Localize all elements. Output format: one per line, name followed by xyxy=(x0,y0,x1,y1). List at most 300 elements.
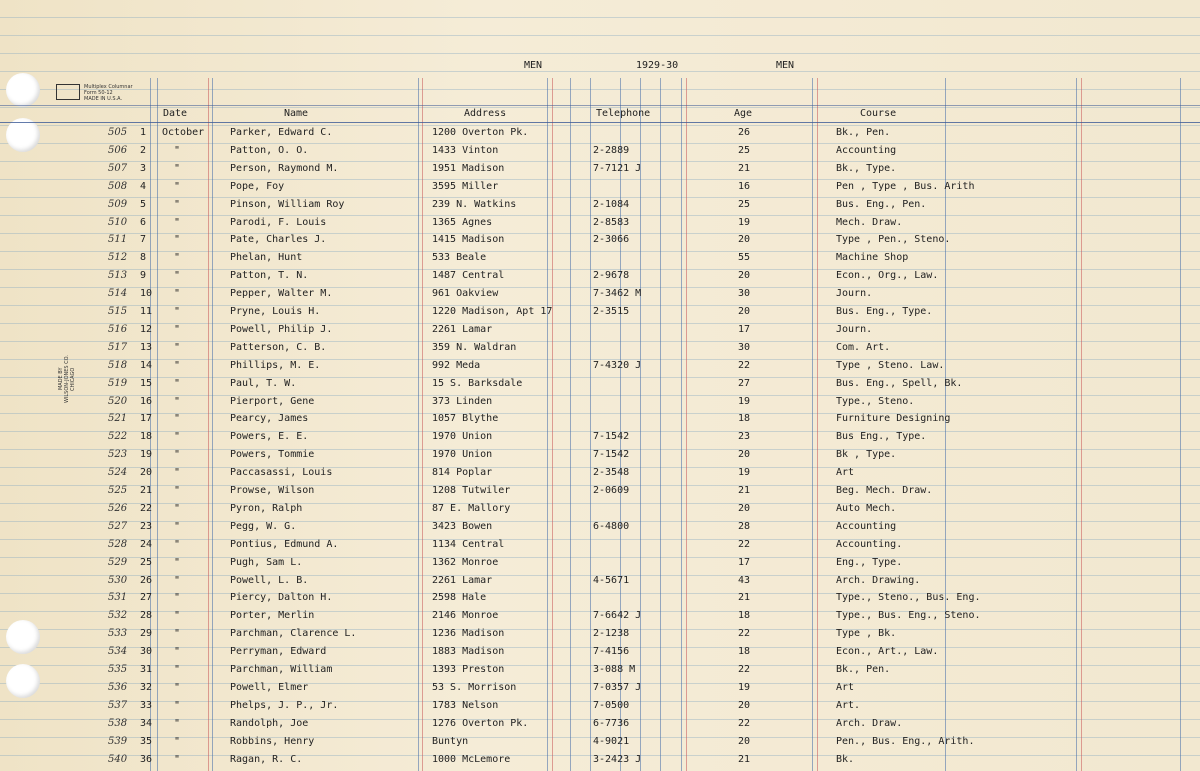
row-number: 17 xyxy=(140,413,153,425)
row-name: Pegg, W. G. xyxy=(230,520,297,532)
row-date: " xyxy=(174,610,181,622)
row-name: Parchman, Clarence L. xyxy=(230,628,357,640)
row-date: " xyxy=(174,538,181,550)
row-date: " xyxy=(174,628,181,640)
table-row xyxy=(0,555,1200,573)
row-address: 1236 Madison xyxy=(432,628,505,640)
table-row xyxy=(0,340,1200,358)
row-handwritten-number: 520 xyxy=(108,395,128,407)
row-telephone: 7-4320 J xyxy=(593,359,642,371)
row-age: 25 xyxy=(738,144,751,156)
manufacturer-line1: MADE BY xyxy=(58,367,64,391)
row-handwritten-number: 534 xyxy=(108,646,128,658)
table-row xyxy=(0,680,1200,698)
row-telephone: 4-5671 xyxy=(593,574,630,586)
row-name: Ragan, R. C. xyxy=(230,753,303,765)
row-course: Accounting xyxy=(836,144,897,156)
row-age: 22 xyxy=(738,717,751,729)
row-name: Perryman, Edward xyxy=(230,646,327,658)
row-date: " xyxy=(174,270,181,282)
row-date: " xyxy=(174,681,181,693)
row-name: Parchman, William xyxy=(230,664,333,675)
form-logo-form: Form 50-12 xyxy=(84,90,113,96)
row-number: 7 xyxy=(140,234,147,246)
table-row xyxy=(0,161,1200,179)
row-number: 23 xyxy=(140,520,153,532)
table-row xyxy=(0,698,1200,716)
row-number: 11 xyxy=(140,306,153,317)
row-name: Pearcy, James xyxy=(230,413,309,425)
row-telephone: 3-2423 J xyxy=(593,753,642,765)
row-age: 19 xyxy=(738,681,751,693)
row-date: " xyxy=(174,359,181,371)
row-number: 10 xyxy=(140,288,153,300)
row-course: Auto Mech. xyxy=(836,502,897,514)
row-number: 28 xyxy=(140,610,153,622)
row-address: 1362 Monroe xyxy=(432,556,499,568)
row-course: Type., Steno., Bus. Eng. xyxy=(836,592,981,604)
row-telephone: 2-9678 xyxy=(593,270,630,282)
row-age: 26 xyxy=(738,127,751,138)
row-date: " xyxy=(174,664,181,675)
row-name: Parodi, F. Louis xyxy=(230,216,327,228)
table-row xyxy=(0,376,1200,394)
row-name: Piercy, Dalton H. xyxy=(230,592,333,604)
row-address: 1057 Blythe xyxy=(432,413,499,425)
row-handwritten-number: 537 xyxy=(108,699,128,711)
table-row xyxy=(0,644,1200,662)
row-address: 1970 Union xyxy=(432,431,493,443)
row-handwritten-number: 514 xyxy=(108,288,128,300)
row-age: 19 xyxy=(738,216,751,228)
row-age: 18 xyxy=(738,610,751,622)
row-age: 18 xyxy=(738,413,751,425)
row-number: 31 xyxy=(140,664,153,675)
table-row xyxy=(0,716,1200,734)
header-left-caption: MEN xyxy=(524,60,543,71)
row-date: " xyxy=(174,520,181,532)
row-address: 961 Oakview xyxy=(432,288,499,300)
row-name: Powers, E. E. xyxy=(230,431,309,443)
row-handwritten-number: 533 xyxy=(108,628,128,640)
row-name: Pope, Foy xyxy=(230,180,285,192)
row-handwritten-number: 523 xyxy=(108,449,128,461)
row-date: " xyxy=(174,323,181,335)
table-row xyxy=(0,411,1200,429)
row-handwritten-number: 539 xyxy=(108,735,128,747)
table-row xyxy=(0,394,1200,412)
row-telephone: 7-1542 xyxy=(593,431,630,443)
row-telephone: 7-0357 J xyxy=(593,681,642,693)
row-name: Phelps, J. P., Jr. xyxy=(230,699,339,711)
row-handwritten-number: 518 xyxy=(108,359,128,371)
row-address: 1487 Central xyxy=(432,270,505,282)
form-logo-made-in: MADE IN U.S.A. xyxy=(84,96,123,102)
row-age: 21 xyxy=(738,162,751,174)
row-name: Powell, Philip J. xyxy=(230,323,333,335)
row-handwritten-number: 506 xyxy=(108,144,128,156)
row-address: 15 S. Barksdale xyxy=(432,377,523,389)
row-name: Pyron, Ralph xyxy=(230,502,303,514)
table-row xyxy=(0,573,1200,591)
row-handwritten-number: 516 xyxy=(108,323,128,335)
row-handwritten-number: 510 xyxy=(108,216,128,228)
row-number: 20 xyxy=(140,467,153,479)
row-handwritten-number: 522 xyxy=(108,431,128,443)
row-number: 6 xyxy=(140,216,147,228)
row-address: 1200 Overton Pk. xyxy=(432,127,529,138)
row-handwritten-number: 528 xyxy=(108,538,128,550)
row-handwritten-number: 505 xyxy=(108,127,128,138)
row-name: Patton, O. O. xyxy=(230,144,309,156)
table-row xyxy=(0,250,1200,268)
row-date: " xyxy=(174,753,181,765)
row-date: " xyxy=(174,431,181,443)
row-address: 3595 Miller xyxy=(432,180,499,192)
row-name: Person, Raymond M. xyxy=(230,162,339,174)
table-row xyxy=(0,501,1200,519)
table-row xyxy=(0,197,1200,215)
row-date: " xyxy=(174,377,181,389)
row-telephone: 2-0609 xyxy=(593,485,630,496)
row-name: Robbins, Henry xyxy=(230,735,315,747)
row-handwritten-number: 529 xyxy=(108,556,128,568)
row-handwritten-number: 524 xyxy=(108,467,128,479)
row-handwritten-number: 519 xyxy=(108,377,128,389)
row-address: 359 N. Waldran xyxy=(432,341,517,353)
row-course: Bk., Pen. xyxy=(836,127,891,138)
row-number: 18 xyxy=(140,431,153,443)
row-telephone: 2-1084 xyxy=(593,198,630,210)
row-address: 533 Beale xyxy=(432,252,487,264)
row-handwritten-number: 535 xyxy=(108,664,128,675)
row-address: 1000 McLemore xyxy=(432,753,511,765)
row-telephone: 3-088 M xyxy=(593,664,636,675)
row-course: Arch. Draw. xyxy=(836,717,903,729)
row-telephone: 2-3515 xyxy=(593,306,630,317)
row-telephone: 7-6642 J xyxy=(593,610,642,622)
row-number: 22 xyxy=(140,502,153,514)
row-address: 1883 Madison xyxy=(432,646,505,658)
row-course: Com. Art. xyxy=(836,341,891,353)
row-date: " xyxy=(174,717,181,729)
table-row xyxy=(0,590,1200,608)
row-date: " xyxy=(174,502,181,514)
row-name: Prowse, Wilson xyxy=(230,485,315,496)
row-number: 30 xyxy=(140,646,153,658)
table-row xyxy=(0,268,1200,286)
row-age: 23 xyxy=(738,431,751,443)
row-handwritten-number: 513 xyxy=(108,270,128,282)
row-telephone: 4-9021 xyxy=(593,735,630,747)
table-row xyxy=(0,429,1200,447)
row-telephone: 7-0500 xyxy=(593,699,630,711)
table-row xyxy=(0,304,1200,322)
row-handwritten-number: 517 xyxy=(108,341,128,353)
row-date: " xyxy=(174,574,181,586)
row-course: Type , Bk. xyxy=(836,628,897,640)
row-address: 1433 Vinton xyxy=(432,144,499,156)
row-age: 21 xyxy=(738,753,751,765)
row-telephone: 2-2889 xyxy=(593,144,630,156)
row-date: " xyxy=(174,162,181,174)
row-date: " xyxy=(174,341,181,353)
col-header-age: Age xyxy=(734,108,753,119)
table-row xyxy=(0,232,1200,250)
table-row xyxy=(0,752,1200,770)
row-name: Phelan, Hunt xyxy=(230,252,303,264)
row-date: " xyxy=(174,234,181,246)
row-age: 30 xyxy=(738,288,751,300)
row-age: 30 xyxy=(738,341,751,353)
row-address: 814 Poplar xyxy=(432,467,493,479)
row-address: 239 N. Watkins xyxy=(432,198,517,210)
row-number: 32 xyxy=(140,681,153,693)
row-course: Econ., Org., Law. xyxy=(836,270,939,282)
row-date: " xyxy=(174,467,181,479)
row-name: Paul, T. W. xyxy=(230,377,297,389)
row-name: Paccasassi, Louis xyxy=(230,467,333,479)
row-handwritten-number: 508 xyxy=(108,180,128,192)
header-year: 1929-30 xyxy=(636,60,679,71)
row-number: 29 xyxy=(140,628,153,640)
row-handwritten-number: 511 xyxy=(108,234,128,246)
row-date: " xyxy=(174,198,181,210)
row-telephone: 7-3462 M xyxy=(593,288,642,300)
row-handwritten-number: 531 xyxy=(108,592,128,604)
row-number: 26 xyxy=(140,574,153,586)
row-name: Powell, L. B. xyxy=(230,574,309,586)
row-telephone: 6-7736 xyxy=(593,717,630,729)
row-number: 21 xyxy=(140,485,153,496)
row-number: 24 xyxy=(140,538,153,550)
table-row xyxy=(0,215,1200,233)
row-age: 18 xyxy=(738,646,751,658)
table-row xyxy=(0,143,1200,161)
table-row xyxy=(0,483,1200,501)
row-name: Phillips, M. E. xyxy=(230,359,321,371)
row-name: Patton, T. N. xyxy=(230,270,309,282)
table-row xyxy=(0,537,1200,555)
header-right-caption: MEN xyxy=(776,60,795,71)
row-date: " xyxy=(174,216,181,228)
row-course: Bus. Eng., Pen. xyxy=(836,198,927,210)
row-course: Art. xyxy=(836,699,861,711)
row-number: 25 xyxy=(140,556,153,568)
row-handwritten-number: 507 xyxy=(108,162,128,174)
row-number: 12 xyxy=(140,323,153,335)
row-address: 1365 Agnes xyxy=(432,216,493,228)
table-row xyxy=(0,608,1200,626)
row-number: 1 xyxy=(140,127,147,138)
row-number: 3 xyxy=(140,162,147,174)
row-handwritten-number: 538 xyxy=(108,717,128,729)
row-number: 8 xyxy=(140,252,147,264)
row-date: " xyxy=(174,180,181,192)
table-row xyxy=(0,447,1200,465)
row-handwritten-number: 530 xyxy=(108,574,128,586)
row-number: 36 xyxy=(140,753,153,765)
col-header-date: Date xyxy=(163,108,188,119)
table-row xyxy=(0,125,1200,143)
row-name: Parker, Edward C. xyxy=(230,127,333,138)
row-age: 17 xyxy=(738,556,751,568)
row-course: Beg. Mech. Draw. xyxy=(836,485,933,496)
row-number: 15 xyxy=(140,377,153,389)
row-age: 55 xyxy=(738,252,751,264)
row-address: 1208 Tutwiler xyxy=(432,485,511,496)
row-name: Powers, Tommie xyxy=(230,449,315,461)
brand-mark-icon xyxy=(56,84,80,100)
row-name: Powell, Elmer xyxy=(230,681,309,693)
form-logo xyxy=(56,84,156,102)
row-course: Journ. xyxy=(836,323,873,335)
row-address: 1134 Central xyxy=(432,538,505,550)
row-age: 20 xyxy=(738,306,751,317)
row-telephone: 2-3066 xyxy=(593,234,630,246)
row-course: Type., Steno. xyxy=(836,395,915,407)
row-date: " xyxy=(174,449,181,461)
row-course: Econ., Art., Law. xyxy=(836,646,939,658)
row-date: " xyxy=(174,556,181,568)
row-course: Eng., Type. xyxy=(836,556,903,568)
row-course: Pen., Bus. Eng., Arith. xyxy=(836,735,975,747)
row-age: 21 xyxy=(738,592,751,604)
row-number: 14 xyxy=(140,359,153,371)
row-course: Machine Shop xyxy=(836,252,909,264)
row-address: 373 Linden xyxy=(432,395,493,407)
row-name: Pontius, Edmund A. xyxy=(230,538,339,550)
row-course: Art xyxy=(836,681,855,693)
row-course: Type , Pen., Steno. xyxy=(836,234,951,246)
col-header-name: Name xyxy=(284,108,309,119)
row-course: Arch. Drawing. xyxy=(836,574,921,586)
col-header-address: Address xyxy=(464,108,507,119)
row-course: Bus Eng., Type. xyxy=(836,431,927,443)
row-handwritten-number: 515 xyxy=(108,306,128,317)
row-date: " xyxy=(174,288,181,300)
row-handwritten-number: 512 xyxy=(108,252,128,264)
row-address: 1951 Madison xyxy=(432,162,505,174)
form-logo-title: Multiplex Columnar xyxy=(84,84,133,90)
row-course: Bk , Type. xyxy=(836,449,897,461)
row-address: 2261 Lamar xyxy=(432,323,493,335)
row-date: " xyxy=(174,252,181,264)
row-age: 25 xyxy=(738,198,751,210)
row-handwritten-number: 536 xyxy=(108,681,128,693)
row-course: Mech. Draw. xyxy=(836,216,903,228)
row-telephone: 6-4800 xyxy=(593,520,630,532)
row-address: 992 Meda xyxy=(432,359,481,371)
table-row xyxy=(0,626,1200,644)
row-age: 43 xyxy=(738,574,751,586)
row-number: 5 xyxy=(140,198,147,210)
row-course: Bus. Eng., Type. xyxy=(836,306,933,317)
row-date: October xyxy=(162,127,205,138)
row-number: 16 xyxy=(140,395,153,407)
row-name: Pepper, Walter M. xyxy=(230,288,333,300)
table-row xyxy=(0,286,1200,304)
row-course: Art xyxy=(836,467,855,479)
row-telephone: 2-3548 xyxy=(593,467,630,479)
row-address: 2598 Hale xyxy=(432,592,487,604)
row-date: " xyxy=(174,592,181,604)
row-age: 19 xyxy=(738,467,751,479)
row-number: 2 xyxy=(140,144,147,156)
row-address: 2146 Monroe xyxy=(432,610,499,622)
row-date: " xyxy=(174,306,181,317)
row-address: 1220 Madison, Apt 17 xyxy=(432,306,553,317)
row-name: Pinson, William Roy xyxy=(230,198,345,210)
col-header-telephone: Telephone xyxy=(596,108,651,119)
row-date: " xyxy=(174,646,181,658)
row-course: Bus. Eng., Spell, Bk. xyxy=(836,377,963,389)
row-address: Buntyn xyxy=(432,735,469,747)
row-age: 22 xyxy=(738,538,751,550)
row-telephone: 7-4156 xyxy=(593,646,630,658)
row-course: Bk., Type. xyxy=(836,162,897,174)
row-address: 1393 Preston xyxy=(432,664,505,675)
row-age: 20 xyxy=(738,449,751,461)
row-course: Bk., Pen. xyxy=(836,664,891,675)
row-name: Randolph, Joe xyxy=(230,717,309,729)
row-handwritten-number: 532 xyxy=(108,610,128,622)
row-course: Furniture Designing xyxy=(836,413,951,425)
table-row xyxy=(0,519,1200,537)
table-row xyxy=(0,465,1200,483)
row-number: 4 xyxy=(140,180,147,192)
row-address: 87 E. Mallory xyxy=(432,502,511,514)
row-course: Type , Steno. Law. xyxy=(836,359,945,371)
row-age: 20 xyxy=(738,735,751,747)
row-name: Pierport, Gene xyxy=(230,395,315,407)
row-date: " xyxy=(174,413,181,425)
row-age: 19 xyxy=(738,395,751,407)
row-age: 21 xyxy=(738,485,751,496)
row-address: 1415 Madison xyxy=(432,234,505,246)
row-handwritten-number: 526 xyxy=(108,502,128,514)
row-course: Journ. xyxy=(836,288,873,300)
row-date: " xyxy=(174,395,181,407)
row-name: Patterson, C. B. xyxy=(230,341,327,353)
row-handwritten-number: 525 xyxy=(108,485,128,496)
row-course: Accounting. xyxy=(836,538,903,550)
row-number: 27 xyxy=(140,592,153,604)
row-age: 17 xyxy=(738,323,751,335)
row-date: " xyxy=(174,699,181,711)
row-age: 22 xyxy=(738,628,751,640)
table-row xyxy=(0,179,1200,197)
row-handwritten-number: 509 xyxy=(108,198,128,210)
row-address: 1783 Nelson xyxy=(432,699,499,711)
row-telephone: 2-1238 xyxy=(593,628,630,640)
row-address: 1276 Overton Pk. xyxy=(432,717,529,729)
row-name: Pugh, Sam L. xyxy=(230,556,303,568)
row-address: 2261 Lamar xyxy=(432,574,493,586)
manufacturer-line3: CHICAGO xyxy=(70,367,76,391)
table-row xyxy=(0,662,1200,680)
row-telephone: 2-8583 xyxy=(593,216,630,228)
row-age: 28 xyxy=(738,520,751,532)
row-age: 20 xyxy=(738,234,751,246)
row-age: 20 xyxy=(738,270,751,282)
row-telephone: 7-1542 xyxy=(593,449,630,461)
row-date: " xyxy=(174,735,181,747)
row-age: 27 xyxy=(738,377,751,389)
row-number: 34 xyxy=(140,717,153,729)
row-course: Accounting xyxy=(836,520,897,532)
row-number: 35 xyxy=(140,735,153,747)
